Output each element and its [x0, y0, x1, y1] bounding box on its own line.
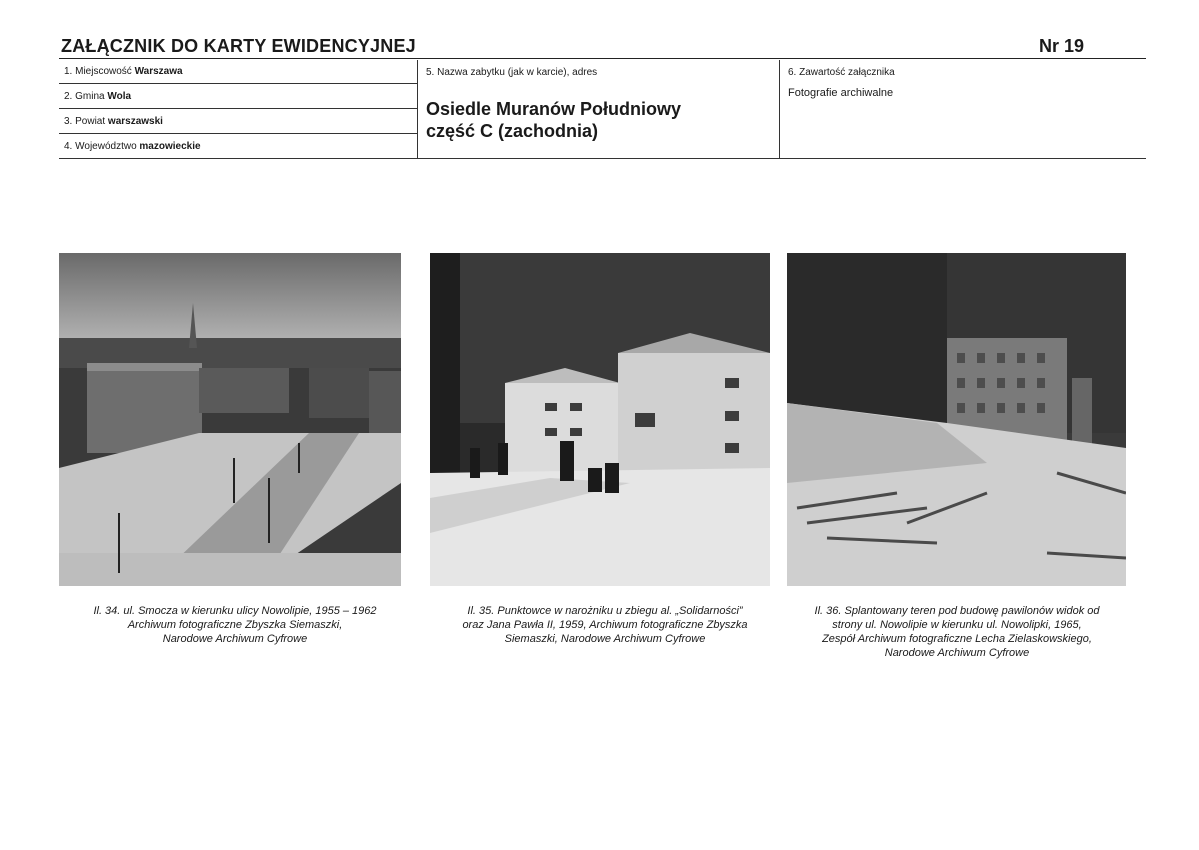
- field-value: Wola: [107, 91, 132, 102]
- field-miejscowosc: [59, 60, 417, 84]
- location-column: [59, 60, 418, 158]
- page-header: [59, 34, 1146, 59]
- archival-photo-smocza-street: [59, 253, 401, 586]
- field-label: 4. Województwo: [64, 141, 140, 152]
- field-label: 1. Miejscowość: [64, 66, 135, 77]
- caption-line: oraz Jana Pawła II, 1959, Archiwum fotograficzne Zbyszka: [462, 619, 748, 631]
- monument-name-line1: Osiedle Muranów Południowy: [426, 99, 682, 119]
- caption-line: Il. 34. ul. Smocza w kierunku ulicy Nowolipie, 1955 – 1962: [93, 605, 377, 617]
- monument-name-column: [418, 60, 780, 158]
- field-gmina: [59, 85, 417, 109]
- caption-line: strony ul. Nowolipie w kierunku ul. Nowolipki, 1965,: [832, 619, 1082, 631]
- field-value: mazowieckie: [139, 141, 201, 152]
- caption-line: Siemaszki, Narodowe Archiwum Cyfrowe: [504, 633, 706, 645]
- caption-line: Narodowe Archiwum Cyfrowe: [884, 647, 1030, 659]
- field-wojewodztwo: [59, 135, 417, 159]
- field-label: 6. Zawartość załącznika: [788, 67, 895, 78]
- contents-column: [780, 60, 1146, 158]
- page-title: ZAŁĄCZNIK DO KARTY EWIDENCYJNEJ: [61, 36, 416, 56]
- caption-line: Il. 36. Splantowany teren pod budowę pawilonów widok od: [814, 605, 1100, 617]
- photo-caption-36: [782, 604, 1132, 660]
- field-label: 5. Nazwa zabytku (jak w karcie), adres: [426, 67, 598, 78]
- photo-caption-34: [59, 604, 411, 646]
- monument-name-line2: część C (zachodnia): [426, 121, 599, 141]
- field-powiat: [59, 110, 417, 134]
- info-table: [59, 60, 1146, 159]
- caption-line: Archiwum fotograficzne Zbyszka Siemaszki,: [127, 619, 343, 631]
- caption-line: Narodowe Archiwum Cyfrowe: [162, 633, 308, 645]
- monument-name: [426, 98, 766, 142]
- caption-line: Il. 35. Punktowce w narożniku u zbiegu al. „Solidarności”: [467, 605, 743, 617]
- document-number: Nr 19: [1038, 36, 1084, 56]
- photo-caption-35: [430, 604, 780, 646]
- field-label: 2. Gmina: [64, 91, 108, 102]
- caption-line: Zespół Archiwum fotograficzne Lecha Zielaskowskiego,: [822, 633, 1092, 645]
- field-value: Fotografie archiwalne: [788, 87, 894, 99]
- field-value: warszawski: [107, 116, 163, 127]
- archival-photo-construction-site: [787, 253, 1126, 586]
- field-value: Warszawa: [134, 66, 183, 77]
- archival-photo-point-blocks: [430, 253, 770, 586]
- field-label: 3. Powiat: [64, 116, 108, 127]
